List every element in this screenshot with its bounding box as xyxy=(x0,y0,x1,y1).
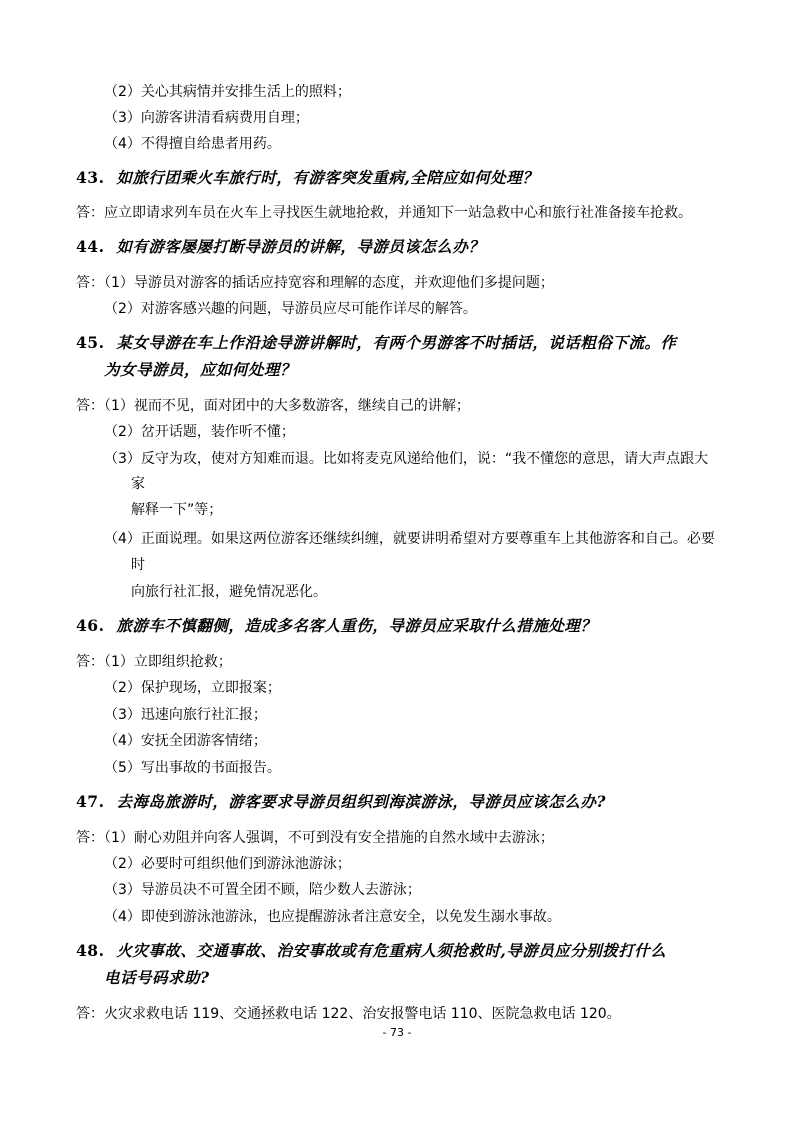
question-text: 去海岛旅游时，游客要求导游员组织到海滨游泳，导游员应该怎么办? xyxy=(116,792,606,811)
answer-prefix: 答： xyxy=(76,654,104,670)
answer-item: （4）不得擅自给患者用药。 xyxy=(104,136,281,152)
answer-item-wrap: 向旅行社汇报，避免情况恶化。 xyxy=(131,584,327,600)
answer-prefix: 答： xyxy=(76,398,104,414)
question-number: 48. xyxy=(76,941,105,960)
answer-48: 答：火灾求救电话 119、交通拯救电话 122、治安报警电话 110、医院急救电话 120。 xyxy=(76,1006,621,1022)
answer-46-item xyxy=(76,652,232,672)
question-number: 46. xyxy=(76,616,105,635)
answer-item: （1）立即组织抢救； xyxy=(104,654,232,670)
answer-item: （1）耐心劝阻并向客人强调，不可到没有安全措施的自然水域中去游泳； xyxy=(104,830,554,846)
answer-item: （2）保护现场，立即报案； xyxy=(104,680,281,696)
answer-47-item xyxy=(76,828,554,848)
answer-prefix: 答： xyxy=(76,275,104,291)
question-number: 44. xyxy=(76,237,105,256)
question-47 xyxy=(76,792,606,812)
question-number: 43. xyxy=(76,168,105,187)
answer-item: （2）必要时可组织他们到游泳池游泳； xyxy=(104,856,351,872)
answer-item-wrap: 时 xyxy=(131,557,145,573)
answer-item-wrap: 家 xyxy=(131,476,145,492)
answer-44-item xyxy=(76,273,554,293)
answer-item: （3）迅速向旅行社汇报； xyxy=(104,707,267,723)
question-text: 火灾事故、交通事故、治安事故或有危重病人须抢救时,导游员应分别拨打什么 xyxy=(116,941,667,960)
answer-item: （2）关心其病情并安排生活上的照料； xyxy=(104,84,351,100)
question-48 xyxy=(76,941,666,961)
question-text: 某女导游在车上作沿途导游讲解时，有两个男游客不时插话，说话粗俗下流。作 xyxy=(116,333,677,352)
answer-43: 答：应立即请求列车员在火车上寻找医生就地抢救，并通知下一站急救中心和旅行社准备接车抢救。 xyxy=(76,205,692,221)
answer-item: （4）即使到游泳池游泳，也应提醒游泳者注意安全，以免发生溺水事故。 xyxy=(104,909,561,925)
question-text-line2: 为女导游员，应如何处理？ xyxy=(104,360,297,379)
question-text: 旅游车不慎翻侧，造成多名客人重伤，导游员应采取什么措施处理？ xyxy=(116,616,597,635)
question-43 xyxy=(76,168,538,188)
question-text: 如有游客屡屡打断导游员的讲解，导游员该怎么办？ xyxy=(116,237,485,256)
question-text-line2: 电话号码求助? xyxy=(104,968,210,987)
question-text: 如旅行团乘火车旅行时，有游客突发重病,全陪应如何处理？ xyxy=(116,168,539,187)
answer-item: （2）岔开话题，装作听不懂； xyxy=(104,424,295,440)
answer-item: （4）安抚全团游客情绪； xyxy=(104,733,267,749)
answer-item: （4）正面说理。如果这两位游客还继续纠缠，就要讲明希望对方要尊重车上其他游客和自己。必要 xyxy=(104,531,715,547)
question-44 xyxy=(76,237,484,257)
page-number: - 73 - xyxy=(382,1026,412,1039)
question-45 xyxy=(76,333,676,353)
question-number: 47. xyxy=(76,792,105,811)
answer-item: （3）反守为攻，使对方知难而退。比如将麦克风递给他们，说：“我不懂您的意思，请大声点跟大 xyxy=(104,451,709,467)
question-number: 45. xyxy=(76,333,105,352)
answer-item-wrap: 解释一下”等； xyxy=(131,502,223,518)
answer-45-item xyxy=(76,396,470,416)
question-46 xyxy=(76,616,596,636)
answer-item: （5）写出事故的书面报告。 xyxy=(104,760,281,776)
answer-prefix: 答： xyxy=(76,830,104,846)
answer-item: （1）视而不见，面对团中的大多数游客，继续自己的讲解； xyxy=(104,398,470,414)
answer-item: （1）导游员对游客的插话应持宽容和理解的态度，并欢迎他们多提问题； xyxy=(104,275,554,291)
answer-item: （2）对游客感兴趣的问题，导游员应尽可能作详尽的解答。 xyxy=(104,301,477,317)
answer-item: （3）导游员决不可置全团不顾，陪少数人去游泳； xyxy=(104,882,421,898)
answer-item: （3）向游客讲清看病费用自理； xyxy=(104,110,309,126)
